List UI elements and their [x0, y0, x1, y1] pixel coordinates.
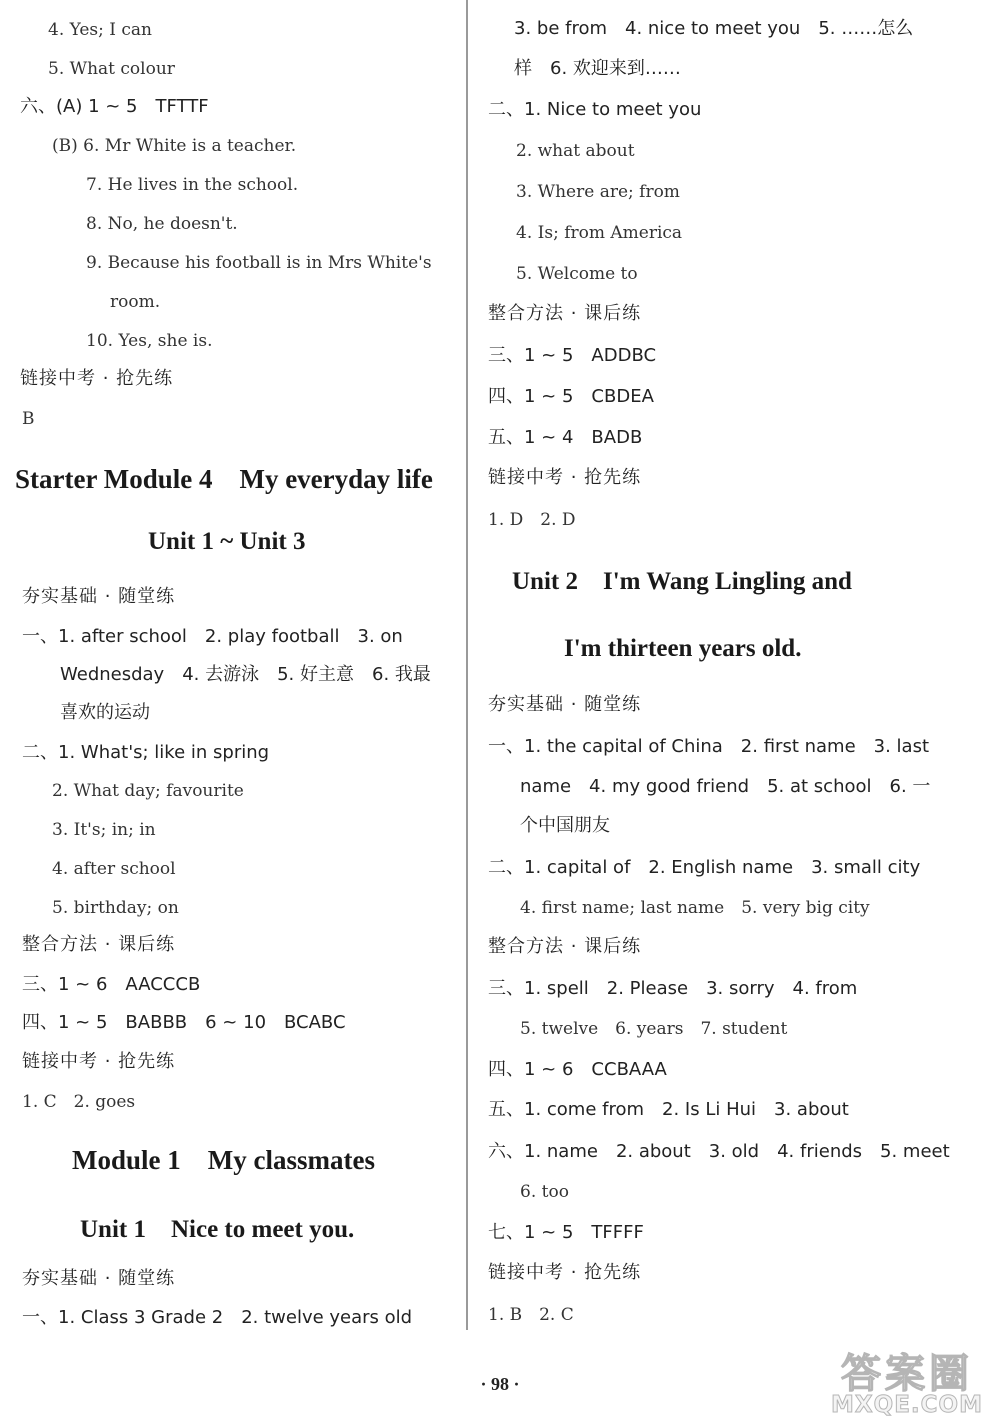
- answer-line: name 4. my good friend 5. at school 6. 一: [520, 776, 931, 797]
- answer-line: 10. Yes, she is.: [86, 331, 213, 351]
- answer-line: 1. C 2. goes: [22, 1092, 136, 1112]
- watermark-url: MXQE.COM: [831, 1392, 983, 1418]
- answer-line: 4. first name; last name 5. very big city: [520, 898, 870, 918]
- section-label: 整合方法 · 课后练: [488, 936, 642, 957]
- section-label: 链接中考 · 抢先练: [488, 1262, 642, 1283]
- section-label: 夯实基础 · 随堂练: [488, 694, 642, 715]
- answer-line: 个中国朋友: [520, 815, 610, 836]
- answer-line: 三、1. spell 2. Please 3. sorry 4. from: [488, 978, 858, 999]
- answer-line: 1. B 2. C: [488, 1305, 574, 1325]
- answer-line: 6. too: [520, 1182, 569, 1202]
- answer-line: 一、1. Class 3 Grade 2 2. twelve years old: [22, 1307, 413, 1328]
- answer-line: 一、1. after school 2. play football 3. on: [22, 626, 403, 647]
- answer-line: 四、1 ~ 5 BABBB 6 ~ 10 BCABC: [22, 1012, 346, 1033]
- answer-line: 4. after school: [52, 859, 176, 879]
- answer-line: 样 6. 欢迎来到……: [514, 58, 681, 79]
- section-label: 链接中考 · 抢先练: [20, 368, 174, 389]
- section-label: 夯实基础 · 随堂练: [22, 586, 176, 607]
- answer-line: 4. Yes; I can: [48, 20, 153, 40]
- watermark-logo: [822, 1342, 992, 1422]
- answer-line: 六、(A) 1 ~ 5 TFTTF: [20, 96, 209, 117]
- unit-heading: Unit 2 I'm Wang Lingling and: [512, 568, 852, 595]
- answer-line: 四、1 ~ 5 CBDEA: [488, 386, 654, 407]
- answer-line: 五、1. come from 2. Is Li Hui 3. about: [488, 1099, 849, 1120]
- answer-line: 喜欢的运动: [60, 702, 150, 723]
- answer-line: 五、1 ~ 4 BADB: [488, 427, 643, 448]
- answer-line: 七、1 ~ 5 TFFFF: [488, 1222, 644, 1243]
- answer-line: 2. what about: [516, 141, 635, 161]
- answer-line: 二、1. capital of 2. English name 3. small city: [488, 857, 921, 878]
- answer-line: 四、1 ~ 6 CCBAAA: [488, 1059, 667, 1080]
- section-label: 链接中考 · 抢先练: [22, 1051, 176, 1072]
- watermark-cn: 答案圈: [841, 1351, 973, 1397]
- answer-line: 5. Welcome to: [516, 264, 638, 284]
- section-label: 夯实基础 · 随堂练: [22, 1268, 176, 1289]
- answer-line: 3. Where are; from: [516, 182, 680, 202]
- unit-heading: I'm thirteen years old.: [564, 635, 802, 662]
- answer-line: Wednesday 4. 去游泳 5. 好主意 6. 我最: [60, 664, 431, 685]
- answer-line: 5. twelve 6. years 7. student: [520, 1019, 788, 1039]
- module-heading: Starter Module 4 My everyday life: [15, 464, 433, 494]
- section-label: 链接中考 · 抢先练: [488, 467, 642, 488]
- answer-line: 3. It's; in; in: [52, 820, 156, 840]
- unit-heading: Unit 1 ~ Unit 3: [148, 528, 306, 555]
- answer-line: 六、1. name 2. about 3. old 4. friends 5. meet: [488, 1141, 950, 1162]
- answer-line: B: [22, 409, 35, 429]
- unit-heading: Unit 1 Nice to meet you.: [80, 1216, 355, 1243]
- answer-line: 二、1. Nice to meet you: [488, 99, 702, 120]
- answer-line: 4. Is; from America: [516, 223, 683, 243]
- answer-line: room.: [110, 292, 161, 312]
- answer-line: (B) 6. Mr White is a teacher.: [52, 136, 297, 156]
- answer-line: 二、1. What's; like in spring: [22, 742, 270, 763]
- answer-line: 3. be from 4. nice to meet you 5. ……怎么: [514, 18, 914, 39]
- answer-line: 三、1 ~ 5 ADDBC: [488, 345, 657, 366]
- answer-line: 8. No, he doesn't.: [86, 214, 238, 234]
- answer-line: 1. D 2. D: [488, 510, 576, 530]
- answer-line: 5. What colour: [48, 59, 175, 79]
- answer-line: 9. Because his football is in Mrs White's: [86, 253, 432, 273]
- answer-line: 三、1 ~ 6 AACCCB: [22, 974, 201, 995]
- module-heading: Module 1 My classmates: [72, 1145, 375, 1175]
- answer-line: 7. He lives in the school.: [86, 175, 299, 195]
- page-number: · 98 ·: [480, 1374, 520, 1394]
- answer-line: 一、1. the capital of China 2. first name 3. last: [488, 736, 930, 757]
- column-divider: [466, 0, 468, 1330]
- section-label: 整合方法 · 课后练: [488, 303, 642, 324]
- answer-line: 5. birthday; on: [52, 898, 179, 918]
- section-label: 整合方法 · 课后练: [22, 934, 176, 955]
- answer-line: 2. What day; favourite: [52, 781, 244, 801]
